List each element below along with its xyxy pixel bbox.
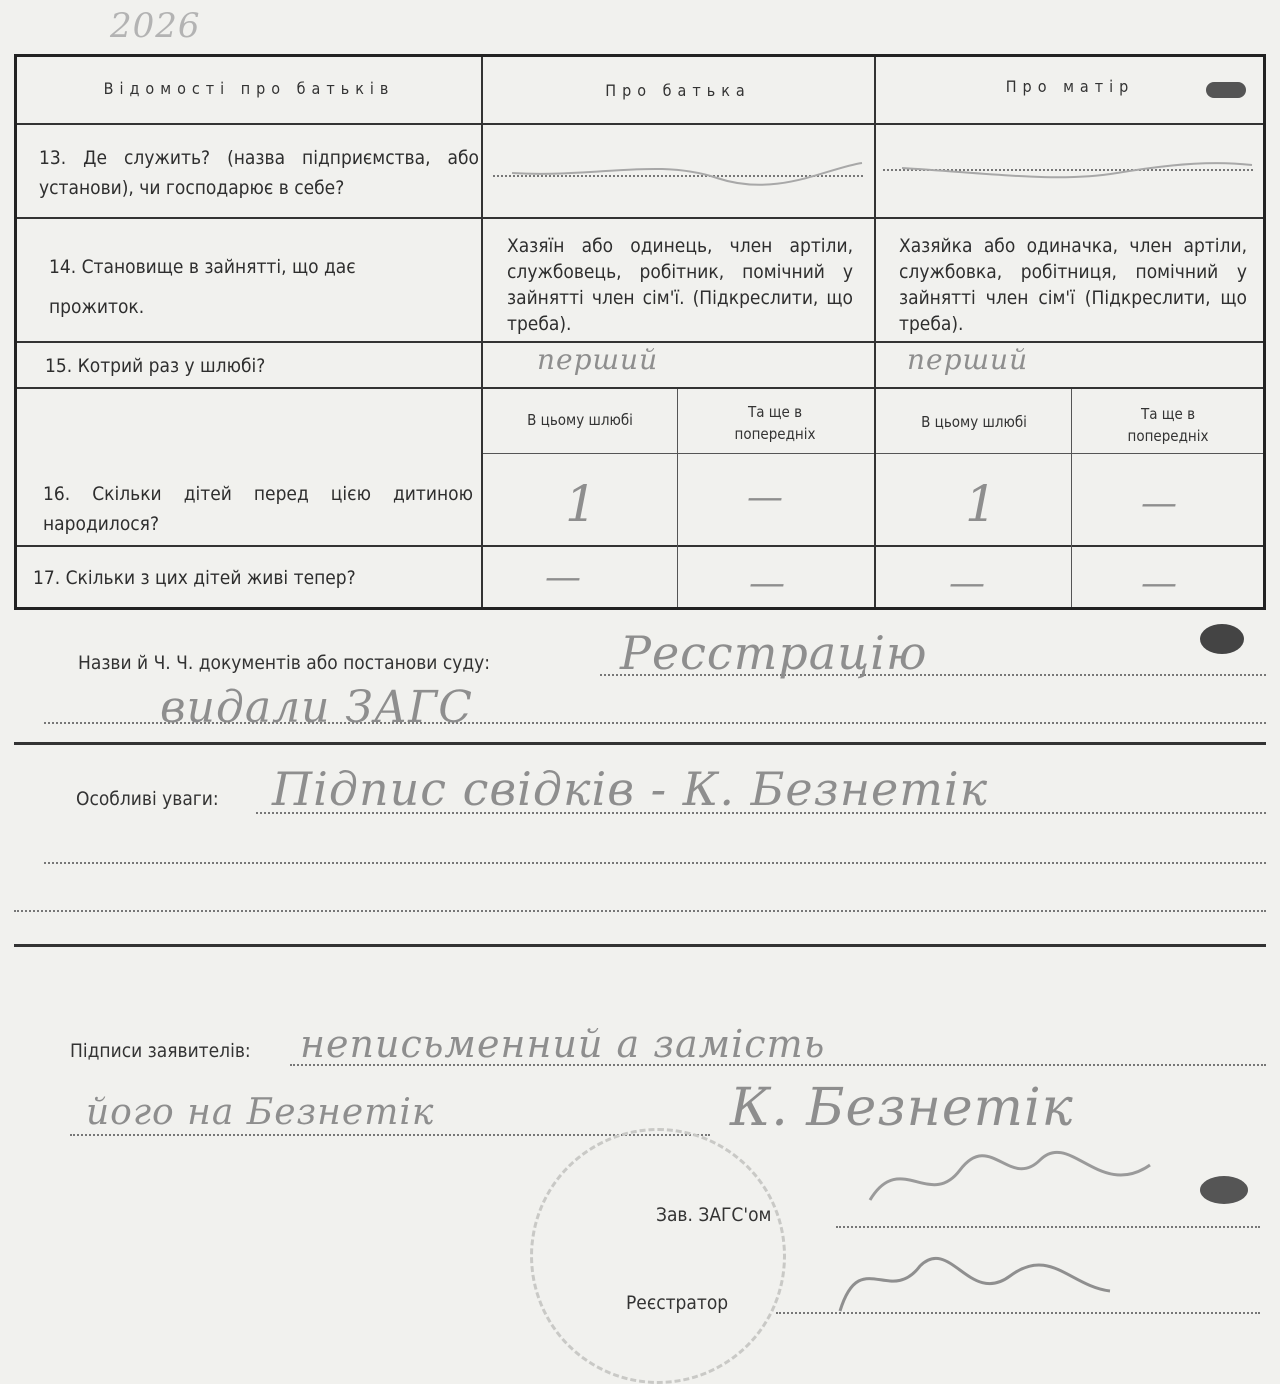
signatures-hand-3: К. Безнетік	[730, 1078, 1074, 1138]
signatures-hand-2: його на Безнетік	[86, 1092, 435, 1133]
q14-mother-options: Хазяйка або одиначка, член артіли, службовка, робітниця, помічний у зайнятті член сім'ї (Підкреслити, що треба).	[899, 235, 1247, 335]
paper-hole-mark	[1200, 624, 1244, 654]
signatures-label: Підписи заявителів:	[70, 1040, 251, 1062]
header-info: Відомості про батьків	[103, 79, 395, 98]
registrar-signature	[820, 1236, 1120, 1316]
header-divider	[17, 123, 1263, 125]
documents-hand-1: Ресстрацію	[620, 626, 928, 680]
q15-mother-value: перший	[907, 343, 1029, 376]
remarks-line-2[interactable]	[44, 862, 1266, 864]
row16-subheader-divider	[483, 453, 1263, 454]
q17-mother-prev-value: —	[1141, 563, 1178, 604]
row15-divider	[17, 387, 1263, 389]
col-divider-mother-sub	[1071, 389, 1072, 607]
official-stamp	[530, 1128, 786, 1384]
remarks-end-rule	[14, 944, 1266, 947]
q15-father-value: перший	[537, 343, 659, 376]
corner-number: 2026	[110, 6, 201, 46]
q16-father-prev-value: —	[747, 477, 784, 518]
remarks-line-3[interactable]	[14, 910, 1266, 912]
remarks-hand: Підпис свідків - К. Безнетік	[272, 762, 989, 816]
documents-hand-2: видали ЗАГС	[160, 682, 473, 733]
q13-father-strike	[507, 153, 867, 193]
signatures-hand-1: неписьменний а замість	[300, 1022, 826, 1066]
q16-father-this-value: 1	[565, 475, 598, 533]
q16-mother-this-header: В цьому шлюбі	[921, 413, 1027, 431]
q14-father-options: Хазяїн або одинець, член артіли, службовець, робітник, помічний у зайнятті член сім'ї. (Підкреслити, що треба).	[507, 235, 853, 335]
row13-divider	[17, 217, 1263, 219]
zags-signature	[860, 1130, 1160, 1220]
q16-label: 16. Скільки дітей перед цією дитиною народилося?	[43, 483, 473, 535]
q16-father-this-header: В цьому шлюбі	[527, 411, 633, 429]
q17-father-prev-value: —	[749, 563, 786, 604]
col-divider-father-sub	[677, 389, 678, 607]
paper-damage-mark	[1206, 82, 1246, 98]
header-father: Про батька	[605, 81, 751, 100]
q17-label: 17. Скільки з цих дітей живі тепер?	[33, 567, 356, 589]
paper-hole-mark-2	[1200, 1176, 1248, 1204]
q14-label: 14. Становище в зайнятті, що дає прожиток.	[49, 256, 356, 318]
q17-father-this-value: —	[545, 557, 582, 598]
registrar-label: Реєстратор	[626, 1292, 729, 1314]
header-mother: Про матір	[1005, 77, 1135, 96]
zags-label: Зав. ЗАГС'ом	[656, 1204, 772, 1226]
q15-label: 15. Котрий раз у шлюбі?	[45, 355, 266, 377]
q16-father-prev-header: Та ще в попередніх	[734, 403, 816, 443]
q13-label: 13. Де служить? (назва підприємства, або установи), чи господарює в себе?	[39, 147, 479, 199]
q16-mother-prev-header: Та ще в попередніх	[1127, 405, 1209, 445]
q13-mother-strike	[897, 153, 1257, 193]
col-divider-father	[874, 57, 876, 607]
q16-mother-this-value: 1	[965, 475, 998, 533]
parents-info-table	[14, 54, 1266, 610]
remarks-label: Особливі уваги:	[76, 788, 219, 810]
row16-divider	[17, 545, 1263, 547]
q16-mother-prev-value: —	[1141, 483, 1178, 524]
zags-line[interactable]	[836, 1226, 1260, 1228]
q17-mother-this-value: —	[949, 563, 986, 604]
documents-label: Назви й Ч. Ч. документів або постанови суду:	[78, 652, 491, 674]
col-divider-info	[481, 57, 483, 607]
documents-end-rule	[14, 742, 1266, 745]
